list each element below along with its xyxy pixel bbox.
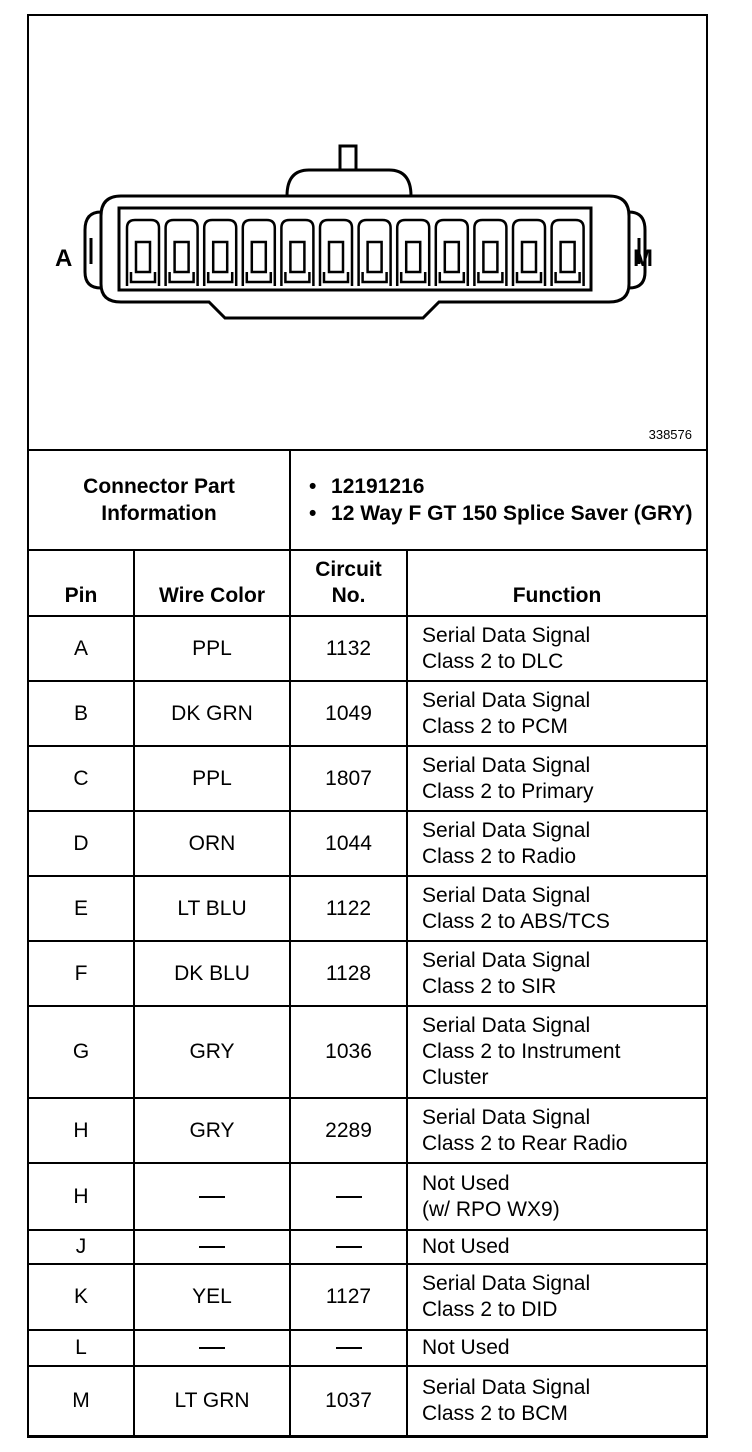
function-cell	[407, 941, 706, 1006]
table-row	[29, 681, 706, 746]
circuit-header: Circuit No.	[290, 550, 407, 616]
function-line: Serial Data Signal	[422, 688, 591, 712]
connector-info-items	[290, 450, 706, 550]
pin-cell: J	[29, 1230, 134, 1264]
figure-number: 338576	[648, 427, 692, 442]
dash-mark	[199, 1196, 225, 1198]
function-cell	[407, 876, 706, 941]
function-cell	[407, 746, 706, 811]
connector-info-row	[29, 450, 706, 550]
wire-color-header: Wire Color	[134, 550, 290, 616]
function-cell	[407, 1230, 706, 1264]
dash-mark	[336, 1196, 362, 1198]
function-line: Class 2 to DLC	[422, 649, 564, 673]
cavity-lock	[556, 272, 580, 282]
pin-cell: A	[29, 616, 134, 681]
function-line: Serial Data Signal	[422, 818, 591, 842]
cavity-terminal	[522, 242, 536, 272]
pin-a-label: A	[55, 245, 73, 272]
cavity-lock	[285, 272, 309, 282]
connector-drawing	[29, 16, 706, 449]
cavity-lock	[478, 272, 502, 282]
cavity-terminal	[252, 242, 266, 272]
pin-cell: H	[29, 1098, 134, 1163]
cavity-lock	[208, 272, 232, 282]
connector-info-label: Connector Part Information	[29, 450, 290, 550]
function-line: Class 2 to DID	[422, 1298, 558, 1321]
wire-color-cell: DK BLU	[134, 941, 290, 1006]
function-line: Serial Data Signal	[422, 1376, 591, 1399]
cavity-terminal	[175, 242, 189, 272]
pinout-table	[29, 449, 706, 1437]
function-line: Class 2 to Rear Radio	[422, 1131, 628, 1155]
function-line: Class 2 to Radio	[422, 844, 577, 868]
circuit-cell: 1036	[290, 1006, 407, 1098]
cavity-lock	[131, 272, 155, 282]
cavity-terminal	[329, 242, 343, 272]
pin-cell: L	[29, 1330, 134, 1366]
table-row	[29, 1098, 706, 1163]
pin-cell: D	[29, 811, 134, 876]
function-line: Serial Data Signal	[422, 1105, 591, 1129]
function-cell	[407, 1006, 706, 1098]
circuit-cell	[290, 1163, 407, 1230]
function-cell	[407, 1264, 706, 1330]
cavity-terminal	[483, 242, 497, 272]
function-cell	[407, 616, 706, 681]
dash-mark	[199, 1347, 225, 1349]
part-description-item: • 12 Way F GT 150 Splice Saver (GRY)	[309, 502, 693, 525]
table-row	[29, 746, 706, 811]
wire-color-cell: PPL	[134, 746, 290, 811]
table-row	[29, 1330, 706, 1366]
function-line: Not Used	[422, 1336, 510, 1359]
circuit-cell: 1044	[290, 811, 407, 876]
table-row	[29, 1163, 706, 1230]
function-line: Class 2 to BCM	[422, 1402, 568, 1425]
function-line: Serial Data Signal	[422, 948, 591, 972]
cavity-terminal	[406, 242, 420, 272]
cavity-lock	[363, 272, 387, 282]
dash-mark	[336, 1246, 362, 1248]
table-row	[29, 1366, 706, 1436]
cavity-lock	[517, 272, 541, 282]
wire-color-cell: ORN	[134, 811, 290, 876]
cavity-lock	[170, 272, 194, 282]
circuit-cell	[290, 1330, 407, 1366]
function-line: Not Used	[422, 1171, 510, 1195]
function-line: Class 2 to Instrument	[422, 1040, 621, 1063]
circuit-cell: 1127	[290, 1264, 407, 1330]
circuit-cell: 1049	[290, 681, 407, 746]
wire-color-cell: GRY	[134, 1098, 290, 1163]
table-row	[29, 1264, 706, 1330]
function-line: Class 2 to SIR	[422, 974, 557, 998]
table-row	[29, 941, 706, 1006]
function-line: Serial Data Signal	[422, 1272, 591, 1295]
wire-color-cell: YEL	[134, 1264, 290, 1330]
function-line: Class 2 to Primary	[422, 779, 594, 803]
circuit-cell	[290, 1230, 407, 1264]
function-cell	[407, 1330, 706, 1366]
function-cell	[407, 1163, 706, 1230]
cavity-lock	[247, 272, 271, 282]
table-row	[29, 1006, 706, 1098]
part-number-item: • 12191216	[309, 475, 425, 498]
cavity-terminal	[290, 242, 304, 272]
connector-sheet	[27, 14, 708, 1438]
wire-color-cell	[134, 1230, 290, 1264]
function-line: Class 2 to PCM	[422, 714, 568, 738]
function-header: Function	[407, 550, 706, 616]
wire-color-cell: PPL	[134, 616, 290, 681]
function-line: Cluster	[422, 1066, 489, 1089]
function-line: Serial Data Signal	[422, 623, 591, 647]
table-row	[29, 616, 706, 681]
pin-cell: G	[29, 1006, 134, 1098]
function-line: Serial Data Signal	[422, 883, 591, 907]
circuit-cell: 1128	[290, 941, 407, 1006]
function-line: (w/ RPO WX9)	[422, 1197, 560, 1221]
cavity-terminal	[445, 242, 459, 272]
cavity-terminal	[213, 242, 227, 272]
cavity-terminal	[368, 242, 382, 272]
wire-color-cell: LT BLU	[134, 876, 290, 941]
pin-cell: E	[29, 876, 134, 941]
pin-header: Pin	[29, 550, 134, 616]
pin-m-label: M	[633, 245, 653, 272]
circuit-cell: 1132	[290, 616, 407, 681]
cavity-terminal	[136, 242, 150, 272]
wire-color-cell: DK GRN	[134, 681, 290, 746]
function-cell	[407, 811, 706, 876]
table-row	[29, 876, 706, 941]
table-row	[29, 811, 706, 876]
function-cell	[407, 1098, 706, 1163]
wire-color-cell: GRY	[134, 1006, 290, 1098]
pin-cell: C	[29, 746, 134, 811]
header-row	[29, 550, 706, 616]
pin-cell: B	[29, 681, 134, 746]
function-line: Class 2 to ABS/TCS	[422, 909, 610, 933]
cavity-lock	[324, 272, 348, 282]
dash-mark	[199, 1246, 225, 1248]
pin-cell: M	[29, 1366, 134, 1436]
function-line: Serial Data Signal	[422, 1014, 591, 1037]
function-line: Not Used	[422, 1235, 510, 1258]
table-row	[29, 1230, 706, 1264]
cavity-lock	[440, 272, 464, 282]
pin-cell: F	[29, 941, 134, 1006]
circuit-cell: 1037	[290, 1366, 407, 1436]
dash-mark	[336, 1347, 362, 1349]
circuit-cell: 2289	[290, 1098, 407, 1163]
circuit-cell: 1807	[290, 746, 407, 811]
function-line: Serial Data Signal	[422, 753, 591, 777]
cavity-terminal	[561, 242, 575, 272]
function-cell	[407, 1366, 706, 1436]
function-cell	[407, 681, 706, 746]
connector-figure	[29, 16, 706, 449]
cavity-lock	[401, 272, 425, 282]
wire-color-cell	[134, 1330, 290, 1366]
cavity-group	[127, 220, 584, 286]
wire-color-cell	[134, 1163, 290, 1230]
pin-cell: K	[29, 1264, 134, 1330]
circuit-cell: 1122	[290, 876, 407, 941]
wire-color-cell: LT GRN	[134, 1366, 290, 1436]
pin-cell: H	[29, 1163, 134, 1230]
